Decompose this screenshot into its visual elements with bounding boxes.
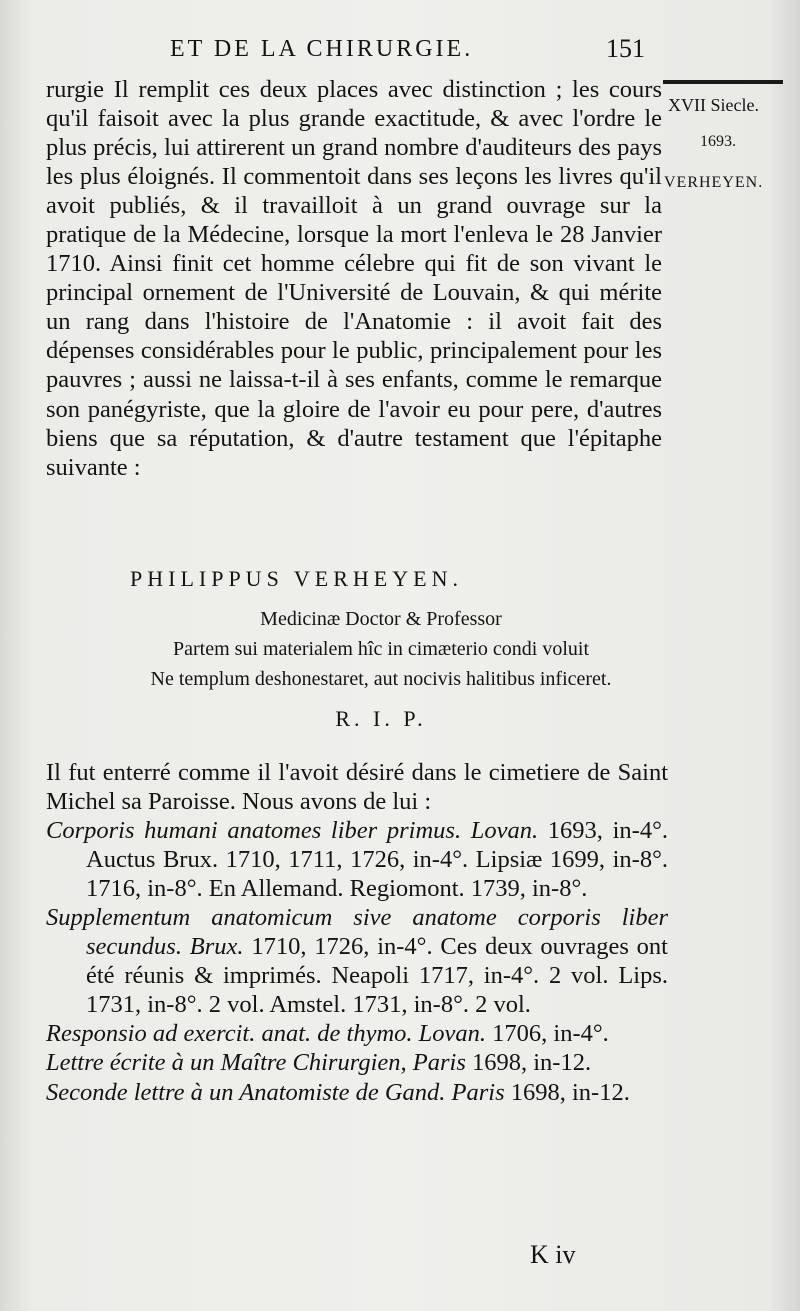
entry-title: Lettre écrite à un Maître Chirurgien, Paris <box>46 1049 466 1077</box>
margin-note-name: VERHEYEN. <box>664 174 764 191</box>
entry-title: Responsio ad exercit. anat. de thymo. Lovan. <box>46 1020 487 1048</box>
entry-title: Seconde lettre à un Anatomiste de Gand. Paris <box>46 1078 505 1106</box>
works-section <box>46 758 668 1107</box>
bibliography-entry <box>46 903 668 1019</box>
entry-details: 1698, in-12. <box>504 1078 630 1106</box>
bibliography-entry <box>46 1078 668 1107</box>
entry-title: Corporis humani anatomes liber primus. Lovan. <box>46 817 539 845</box>
entry-details: 1706, in-4°. <box>486 1020 609 1048</box>
entry-title: Supplementum anatomicum sive anatome corporis liber secundus. Brux. <box>46 904 668 961</box>
signature-mark: K iv <box>530 1240 576 1269</box>
epitaph-line-3: Ne templum deshonestaret, aut nocivis halitibus inficeret. <box>150 668 612 690</box>
main-paragraph: rurgie Il remplit ces deux places avec distinction ; les cours qu'il faisoit avec la plus grande exactitude, & avec l'ordre le plus précis, lui attirerent un grand nombre d'auditeurs des pays les plus éloignés. Il commentoit dans ses leçons les livres qu'il avoit publiés, & il travailloit à un grand ouvrage sur la pratique de la Médecine, lorsque la mort l'enleva le 28 Janvier 1710. Ainsi finit cet homme célebre qui fit de son vivant le principal ornement de l'Université de Louvain, & qui mérite un rang dans l'histoire de l'Anatomie : il avoit fait des dépenses considérables pour le public, principalement pour les pauvres ; aussi ne laissa-t-il à ses enfants, comme le remarque son panégyriste, que la gloire de l'avoir eu pour pere, d'autres biens que sa réputation, & d'autre testament que l'épitaphe suivante : <box>46 76 662 481</box>
epitaph-line-2: Partem sui materialem hîc in cimæterio condi voluit <box>172 638 589 660</box>
margin-note-century: XVII Siecle. <box>668 95 759 115</box>
entry-details: 1693, in-4°. Auctus Brux. 1710, 1711, 1726, in-4°. Lipsiæ 1699, in-8°. 1716, in-8°. En Allemand. Regiomont. 1739, in-8°. <box>86 817 668 903</box>
epitaph-line-1: Medicinæ Doctor & Professor <box>260 608 502 630</box>
main-paragraph-block <box>46 75 662 482</box>
running-title: ET DE LA CHIRURGIE. <box>170 36 474 62</box>
page-number: 151 <box>606 34 645 63</box>
entry-details: 1698, in-12. <box>465 1049 592 1077</box>
epitaph-title: PHILIPPUS VERHEYEN. <box>130 566 463 591</box>
entry-details: 1710, 1726, in-4°. Ces deux ouvrages ont été réunis & imprimés. Neapoli 1717, in-4°. 2 vol. Lips. 1731, in-8°. 2 vol. Amstel. 1731, in-8°. 2 vol. <box>86 933 668 1019</box>
margin-note-year: 1693. <box>700 133 736 150</box>
margin-rule <box>663 80 783 84</box>
works-intro: Il fut enterré comme il l'avoit désiré dans le cimetiere de Saint Michel sa Paroisse. Nous avons de lui : <box>46 759 668 816</box>
bibliography-entry <box>46 816 668 903</box>
bibliography-entry <box>46 1019 668 1048</box>
epitaph-line-4: R. I. P. <box>335 706 427 731</box>
bibliography-entry <box>46 1048 668 1077</box>
